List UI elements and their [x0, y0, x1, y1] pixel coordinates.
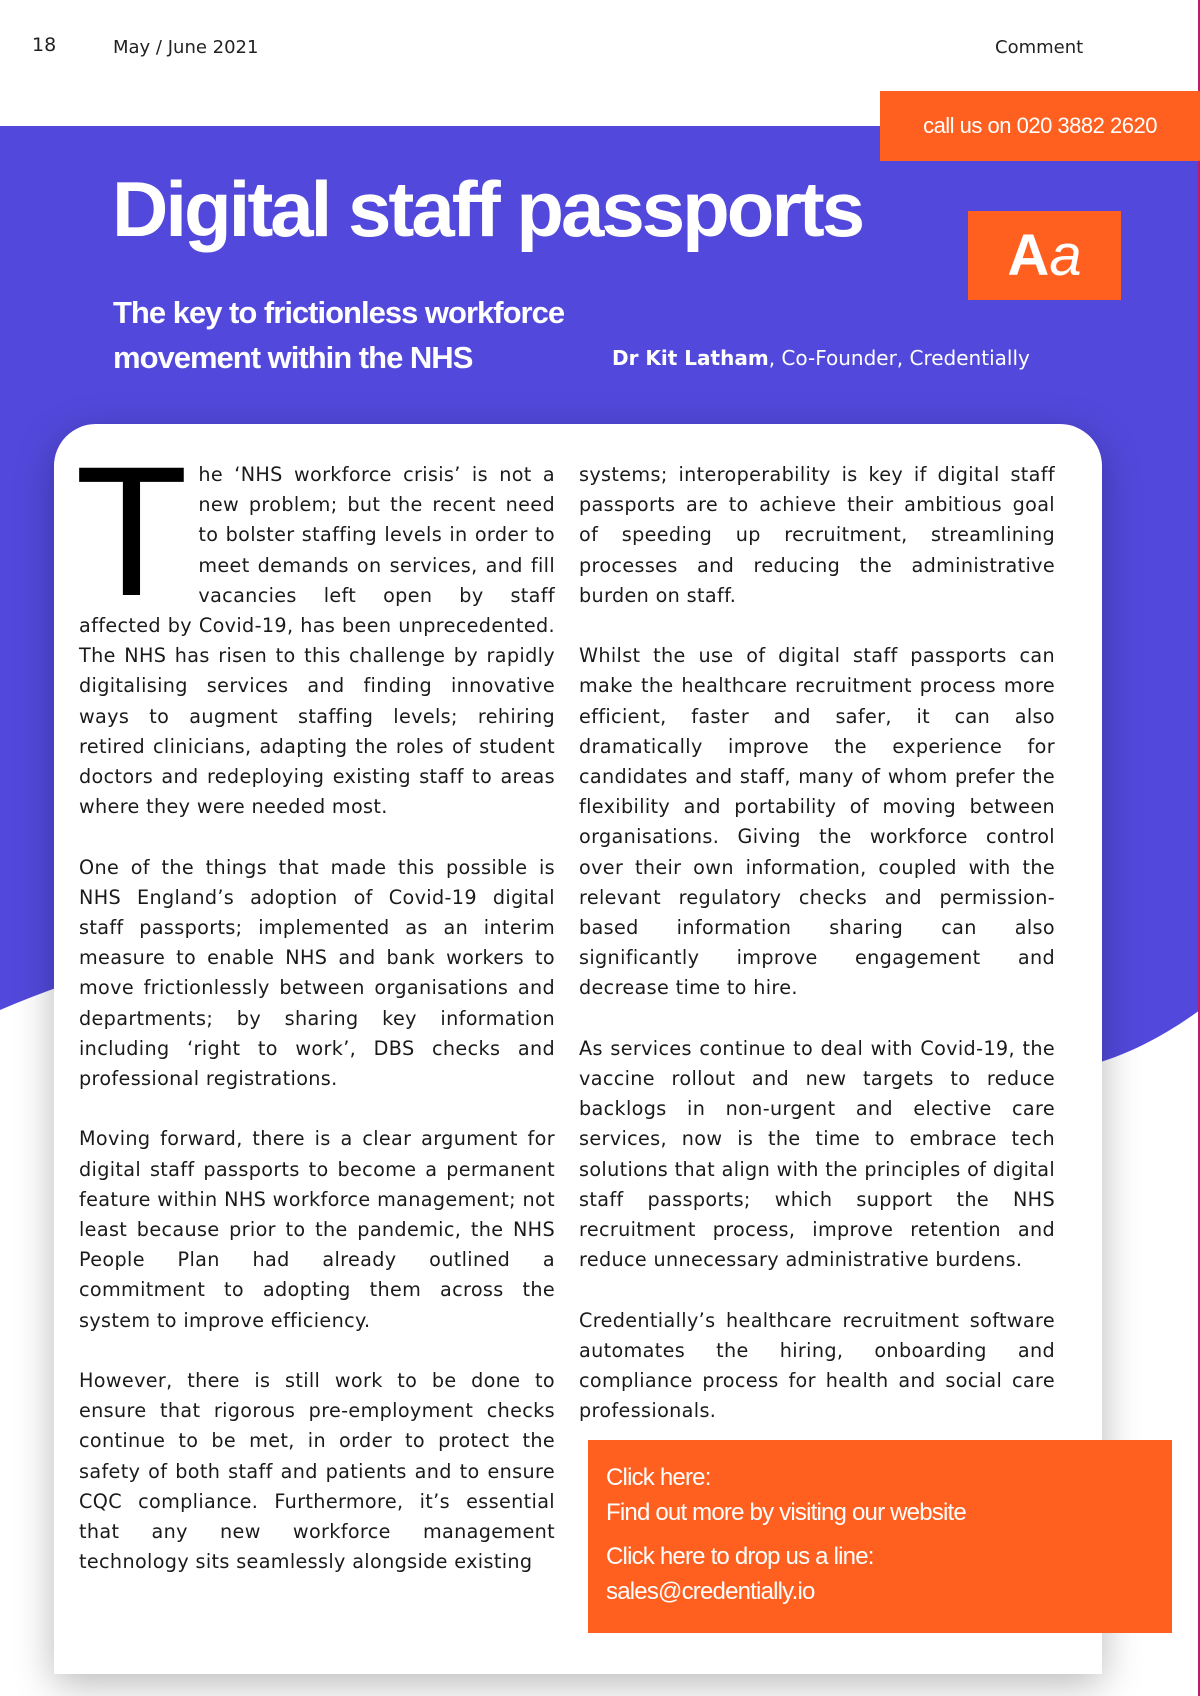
article-subtitle	[113, 290, 633, 380]
contact-box	[588, 1440, 1172, 1633]
paragraph: Moving forward, there is a clear argument for digital staff passports to become a permanent feature within NHS workforce management; not least because prior to the pandemic, the NHS People Plan had already outlined a commitment to adopting them across the system to improve efficiency.	[79, 1127, 555, 1332]
cta-click-here-label[interactable]: Click here:	[606, 1464, 711, 1491]
text-size-icon[interactable]	[968, 211, 1121, 300]
email-link[interactable]: sales@credentially.io	[606, 1578, 815, 1605]
subtitle-line-1: The key to frictionless workforce	[113, 295, 565, 330]
paragraph: systems; interoperability is key if digital staff passports are to achieve their ambitious goal of speeding up recruitment, streamlining processes and reducing the administrative burden on staff.	[579, 463, 1055, 607]
badge-letter-bold: A	[1007, 223, 1050, 288]
article-title: Digital staff passports	[112, 165, 863, 253]
badge-letter-italic: a	[1049, 223, 1082, 288]
paragraph-text: he ‘NHS workforce crisis’ is not a new problem; but the recent need to bolster staffing levels in order to meet demands on services, and fill vacancies left open by staff affected by Covid-19, has been unprecedented. The NHS has risen to this challenge by rapidly digitalising services and finding innovative ways to augment staffing levels; rehiring retired clinicians, adapting the roles of student doctors and redeploying existing staff to areas where they were needed most.	[79, 463, 555, 819]
call-us-box[interactable]: call us on 020 3882 2620	[880, 91, 1200, 161]
article-column-left	[75, 429, 555, 1608]
section-label: Comment	[995, 37, 1084, 58]
article-column-right	[579, 460, 1055, 1457]
author-role: , Co-Founder, Credentially	[768, 346, 1030, 370]
paragraph	[75, 429, 555, 822]
paragraph: One of the things that made this possible is NHS England’s adoption of Covid-19 digital staff passports; implemented as an interim measure to enable NHS and bank workers to move frictionlessly between organisations and departments; by sharing key information including ‘right to work’, DBS checks and professional registrations.	[79, 855, 555, 1091]
drop-cap: T	[75, 429, 189, 635]
author-byline	[612, 346, 1030, 370]
cta-drop-line-label[interactable]: Click here to drop us a line:	[606, 1543, 874, 1570]
paragraph: However, there is still work to be done to ensure that rigorous pre-employment checks continue to be met, in order to protect the safety of both staff and patients and to ensure CQC compliance. Furthermore, it’s essential that any new workforce management technology sits seamlessly alongside existing	[79, 1369, 555, 1574]
paragraph: Credentially’s healthcare recruitment software automates the hiring, onboarding and compliance process for health and social care professionals.	[579, 1308, 1055, 1423]
issue-date: May / June 2021	[113, 37, 259, 58]
subtitle-line-2: movement within the NHS	[113, 340, 473, 375]
website-link[interactable]: Find out more by visiting our website	[606, 1499, 966, 1526]
paragraph: Whilst the use of digital staff passports can make the healthcare recruitment process more efficient, faster and safer, it can also dramatically improve the experience for candidates and staff, many of whom prefer the flexibility and portability of moving between organisations. Giving the workforce control over their own information, coupled with the relevant regulatory checks and permission-based information sharing can also significantly improve engagement and decrease time to hire.	[579, 644, 1055, 1000]
paragraph: As services continue to deal with Covid-19, the vaccine rollout and new targets to reduce backlogs in non-urgent and elective care services, now is the time to embrace tech solutions that align with the principles of digital staff passports; which support the NHS recruitment process, improve retention and reduce unnecessary administrative burdens.	[579, 1036, 1055, 1272]
page-number: 18	[32, 34, 57, 56]
author-name: Dr Kit Latham	[612, 346, 769, 370]
